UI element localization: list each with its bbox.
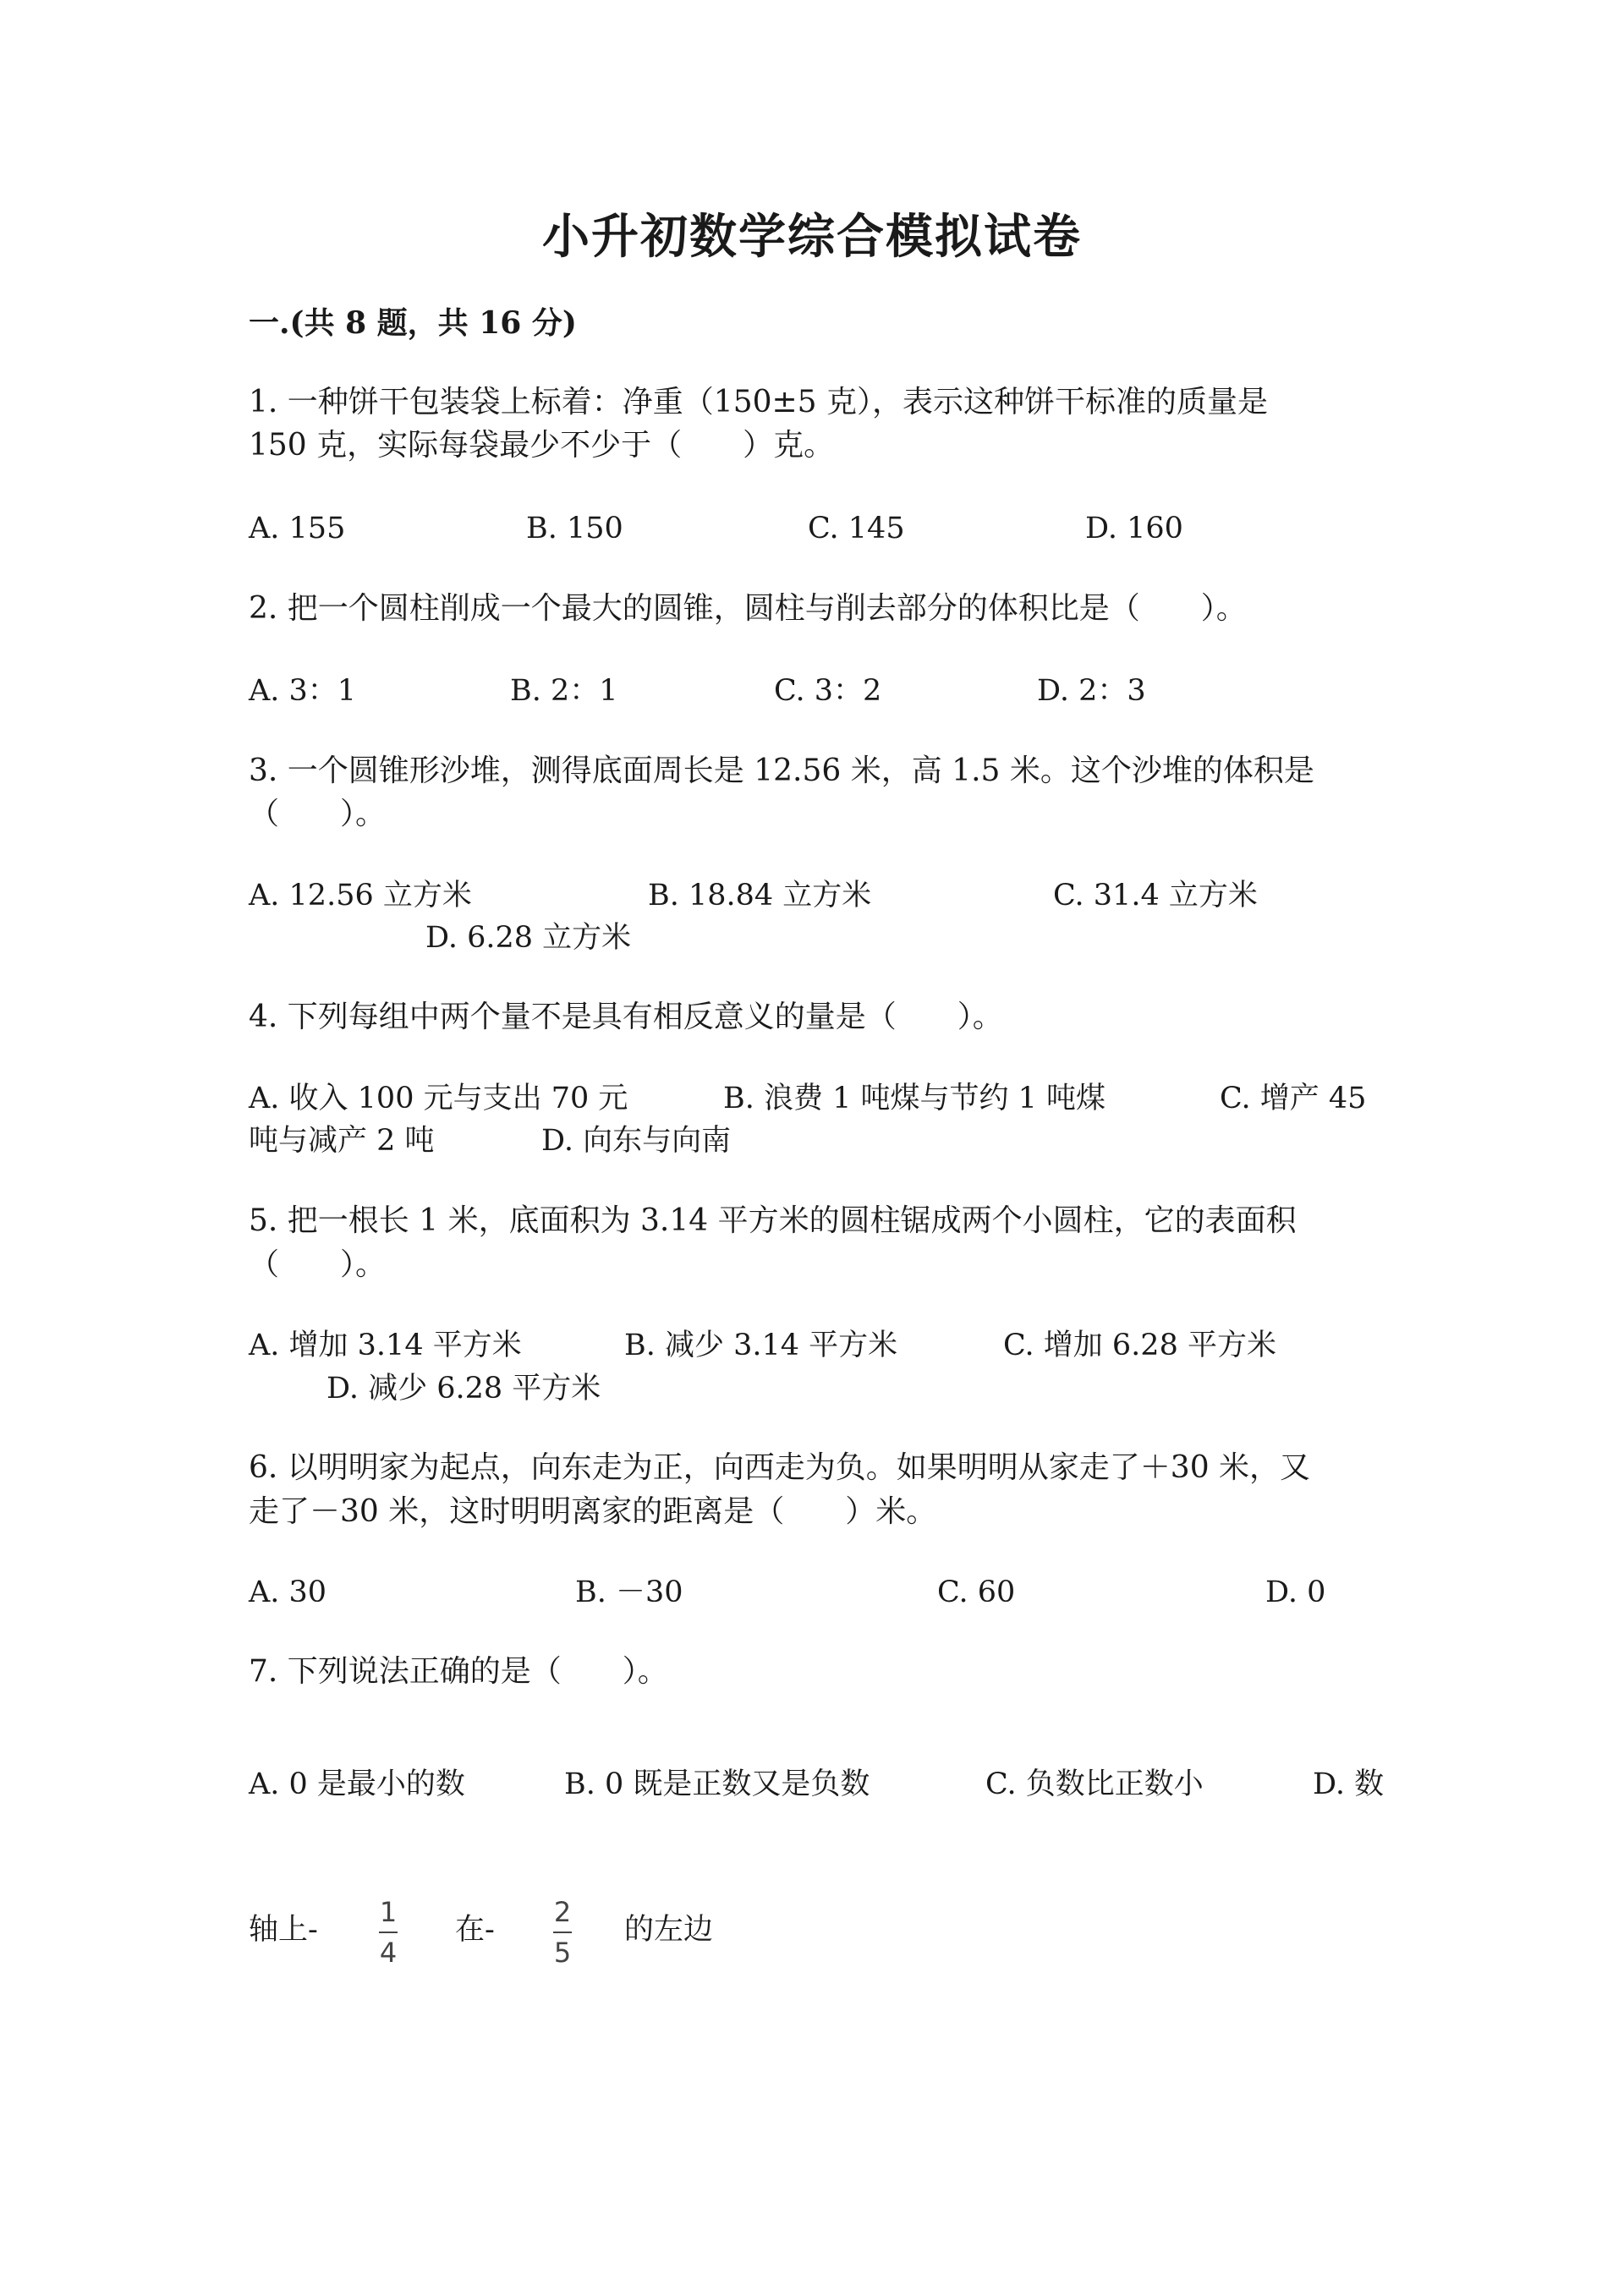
question-3-option-d: D. 6.28 立方米 — [425, 921, 632, 955]
fraction-1-numerator: 1 — [379, 1896, 398, 1928]
question-1-line-1: 1. 一种饼干包装袋上标着：净重（150±5 克），表示这种饼干标准的质量是 — [249, 385, 1269, 419]
question-6-line-1: 6. 以明明家为起点，向东走为正，向西走为负。如果明明从家走了＋30 米，又 — [249, 1450, 1311, 1485]
question-2-option-c: C. 3：2 — [774, 674, 882, 708]
question-7-option-c: C. 负数比正数小 — [985, 1767, 1204, 1801]
question-3-option-b: B. 18.84 立方米 — [648, 879, 872, 912]
question-2-option-b: B. 2：1 — [510, 674, 618, 708]
question-5-option-b: B. 减少 3.14 平方米 — [624, 1329, 898, 1362]
question-2-option-d: D. 2：3 — [1037, 674, 1146, 708]
fraction-1-denominator: 4 — [379, 1937, 398, 1969]
question-7-option-d-prefix: 轴上- — [249, 1913, 318, 1947]
fraction-1-bar — [379, 1932, 398, 1933]
question-1-line-2: 150 克，实际每袋最少不少于（ ）克。 — [249, 428, 835, 463]
page-title: 小升初数学综合模拟试卷 — [542, 209, 1082, 265]
question-5-option-c: C. 增加 6.28 平方米 — [1003, 1329, 1276, 1362]
question-5-option-d: D. 减少 6.28 平方米 — [326, 1372, 601, 1406]
question-5-option-a: A. 增加 3.14 平方米 — [249, 1329, 522, 1362]
fraction-2-numerator: 2 — [553, 1896, 572, 1928]
question-1-option-c: C. 145 — [808, 512, 905, 545]
section-heading: 一.(共 8 题，共 16 分) — [249, 305, 577, 341]
question-6-option-c: C. 60 — [937, 1575, 1016, 1609]
fraction-2-denominator: 5 — [553, 1937, 572, 1969]
question-1-option-d: D. 160 — [1085, 512, 1183, 545]
question-7-option-d: D. 数 — [1313, 1767, 1385, 1801]
question-7-option-b: B. 0 既是正数又是负数 — [564, 1767, 870, 1801]
question-7-option-d-middle: 在- — [455, 1913, 495, 1947]
question-4-option-d: D. 向东与向南 — [541, 1124, 732, 1158]
question-7-option-d-suffix: 的左边 — [624, 1913, 714, 1947]
fraction-2-bar — [553, 1932, 572, 1933]
question-6-line-2: 走了－30 米，这时明明离家的距离是（ ）米。 — [249, 1494, 937, 1529]
question-7-line-1: 7. 下列说法正确的是（ ）。 — [249, 1654, 668, 1689]
question-4-line-1: 4. 下列每组中两个量不是具有相反意义的量是（ ）。 — [249, 1000, 1003, 1034]
question-1-option-b: B. 150 — [526, 512, 623, 545]
question-4-option-c: C. 增产 45 — [1220, 1082, 1367, 1115]
question-5-line-2: （ ）。 — [249, 1247, 387, 1282]
question-4-option-c-continued: 吨与减产 2 吨 — [249, 1124, 435, 1158]
fraction-two-fifths — [553, 1896, 572, 1969]
question-3-option-c: C. 31.4 立方米 — [1053, 879, 1258, 912]
question-4-option-a: A. 收入 100 元与支出 70 元 — [249, 1082, 628, 1115]
question-6-option-b: B. －30 — [575, 1575, 683, 1609]
question-5-line-1: 5. 把一根长 1 米，底面积为 3.14 平方米的圆柱锯成两个小圆柱，它的表面积 — [249, 1203, 1297, 1238]
question-3-line-1: 3. 一个圆锥形沙堆，测得底面周长是 12.56 米，高 1.5 米。这个沙堆的体积是 — [249, 753, 1314, 788]
question-1-option-a: A. 155 — [249, 512, 346, 545]
question-4-option-b: B. 浪费 1 吨煤与节约 1 吨煤 — [723, 1082, 1106, 1115]
question-2-line-1: 2. 把一个圆柱削成一个最大的圆锥，圆柱与削去部分的体积比是（ ）。 — [249, 591, 1247, 626]
question-3-option-a: A. 12.56 立方米 — [249, 879, 472, 912]
question-6-option-d: D. 0 — [1265, 1575, 1326, 1609]
fraction-one-quarter — [379, 1896, 398, 1969]
question-7-option-a: A. 0 是最小的数 — [249, 1767, 465, 1801]
question-6-option-a: A. 30 — [249, 1575, 327, 1609]
question-2-option-a: A. 3：1 — [249, 674, 357, 708]
question-3-line-2: （ ）。 — [249, 797, 387, 831]
